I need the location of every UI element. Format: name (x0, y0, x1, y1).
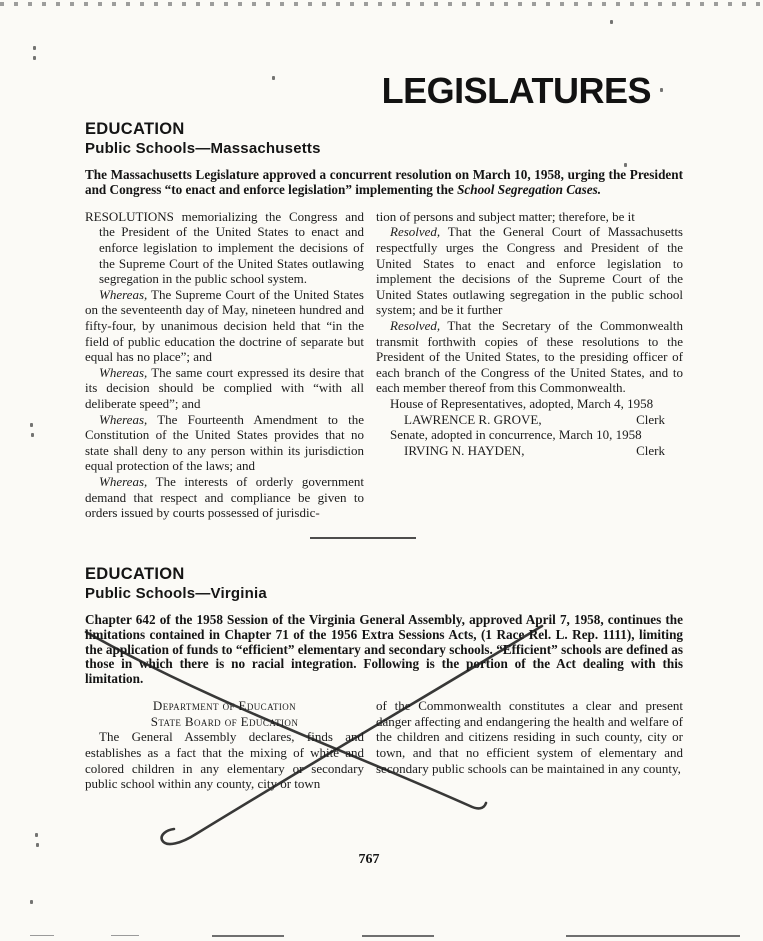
scan-mark (31, 433, 34, 437)
column-right (376, 209, 683, 521)
scan-bottom-line-segment (111, 935, 139, 936)
column-left (85, 209, 364, 521)
scan-mark (36, 843, 39, 847)
signer-role: Clerk (636, 411, 665, 427)
headnote: Chapter 642 of the 1958 Session of the Virginia General Assembly, approved April 7, 1958, continues the limitations contained in Chapter 71 of the 1956 Extra Sessions Acts, (1 Race Rel. L. Rep. 1111), limiting the application of funds to “efficient” elementary and secondary schools. “Efficient” schools are defined as those in which there is no racial integration. Following is the portion of the Act dealing with this limitation. (85, 611, 683, 687)
paragraph: House of Representatives, adopted, March 4, 1958 (390, 395, 654, 411)
headnote: The Massachusetts Legislature approved a concurrent resolution on March 10, 1958, urging the President and Congress “to enact and enforce legislation” implementing the School Segregation Cases. (85, 167, 683, 197)
scan-mark (30, 900, 33, 904)
paragraph: Senate, adopted in concurrence, March 10, 1958 (390, 427, 642, 443)
scan-mark (624, 163, 627, 167)
signature-line (376, 443, 683, 459)
section-heading: EDUCATION (85, 120, 185, 138)
page-number: 767 (358, 852, 380, 867)
paragraph: Resolved, That the Secretary of the Commonwealth transmit forthwith copies of these resolutions to the President of the United States, to the presiding officer of each branch of the Congress of the United States, and to each member thereof from this Commonwealth. (376, 317, 683, 396)
scan-mark (610, 20, 613, 24)
scan-mark (33, 56, 36, 60)
section-virginia (85, 565, 683, 792)
section-divider-rule (310, 537, 416, 539)
scan-bottom-line-segment (212, 935, 284, 937)
scan-bottom-line-segment (362, 935, 434, 937)
scan-mark (33, 46, 36, 50)
column-right (376, 698, 683, 792)
scan-mark (660, 88, 663, 92)
two-column-body (85, 698, 683, 792)
signature-line (376, 412, 683, 428)
scan-mark (35, 833, 38, 837)
smallcaps-heading: State Board of Education (150, 713, 299, 729)
two-column-body (85, 209, 683, 521)
paragraph: Whereas, The Supreme Court of the United States on the seventeenth day of May, nineteen hundred and fifty-four, by unanimous decision held that “in the field of public education the doctrine of separate but equal has no place”; and (85, 286, 364, 365)
paragraph: RESOLUTIONS memorializing the Congress and the President of the United States to enact and enforce legislation to implement the decisions of the Supreme Court of the United States outlawing segregation in the public school system. (85, 208, 364, 287)
scan-bottom-line-segment (30, 935, 54, 936)
scan-mark (30, 423, 33, 427)
paragraph: Resolved, That the General Court of Massachusetts respectfully urges the Congress and President of the United States to enact and enforce legislation to implement the decisions of the Supreme Court of the United States outlawing segregation in the public school system; and be it further (376, 224, 683, 318)
signer-role: Clerk (636, 442, 665, 458)
signer-name: LAWRENCE R. GROVE, (404, 411, 542, 427)
smallcaps-heading: Department of Education (152, 698, 297, 714)
paragraph: Whereas, The same court expressed its desire that its decision should be complied with “with all deliberate speed”; and (85, 364, 364, 411)
section-subheading: Public Schools—Massachusetts (85, 140, 321, 157)
paragraph: The General Assembly declares, finds and establishes as a fact that the mixing of white and colored children in any elementary or secondary public school within any county, city or town (85, 729, 364, 792)
section-subheading: Public Schools—Virginia (85, 584, 267, 602)
section-massachusetts (85, 120, 683, 521)
section-heading: EDUCATION (85, 564, 185, 583)
paragraph: Whereas, The Fourteenth Amendment to the Constitution of the United States provides that no state shall deny to any person within its jurisdiction equal protection of the laws; and (85, 411, 364, 474)
scan-edge-dotted-border (0, 2, 763, 6)
scan-bottom-line-segment (566, 935, 740, 937)
paragraph: of the Commonwealth constitutes a clear and present danger affecting and endangering the health and welfare of the children and citizens residing in such county, city or town, and that no efficient system of elementary and secondary public schools can be maintained in any county, (376, 698, 683, 776)
page-content (85, 120, 683, 792)
paragraph: tion of persons and subject matter; therefore, be it (376, 208, 635, 224)
signer-name: IRVING N. HAYDEN, (404, 442, 525, 458)
running-title: LEGISLATURES (381, 70, 651, 111)
paragraph: Whereas, The interests of orderly government demand that respect and compliance be given to orders issued by courts possessed of jurisdic- (85, 473, 364, 521)
scan-mark (272, 76, 275, 80)
column-left (85, 698, 364, 792)
